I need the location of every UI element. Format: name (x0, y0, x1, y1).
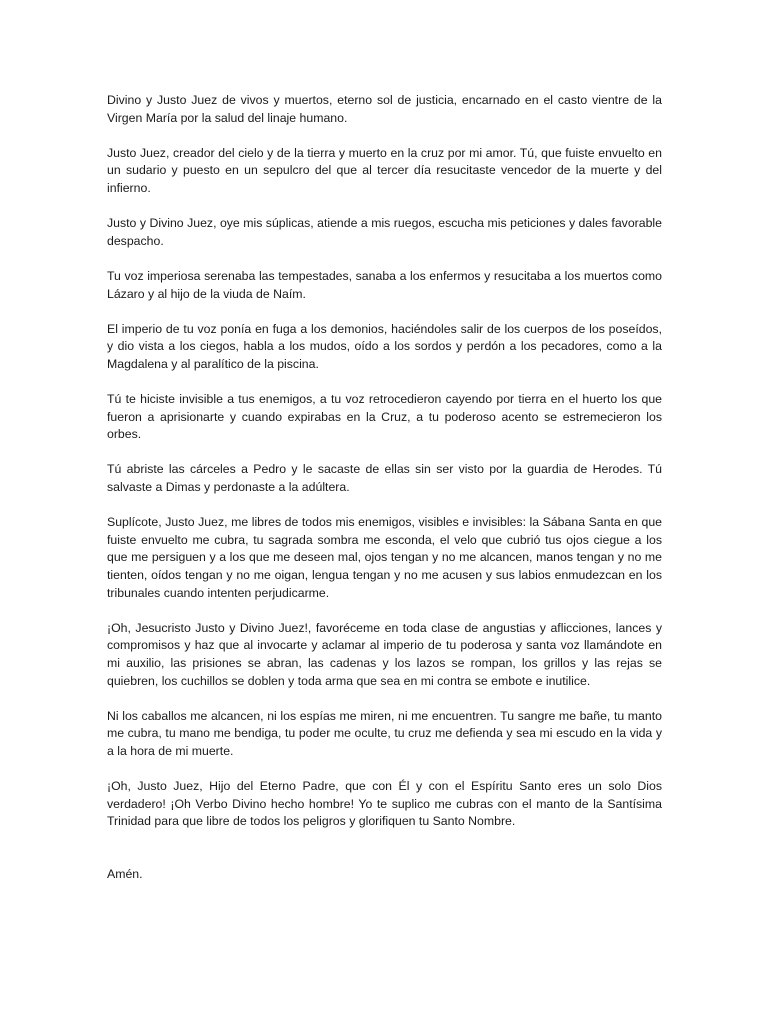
prayer-text (107, 92, 662, 901)
paragraph-1: Divino y Justo Juez de vivos y muertos, eterno sol de justicia, encarnado en el casto vientre de la Virgen María por la salud del linaje humano. (107, 93, 662, 125)
paragraph-10: Ni los caballos me alcancen, ni los espías me miren, ni me encuentren. Tu sangre me bañe, tu manto me cubra, tu mano me bendiga, tu poder me oculte, tu cruz me defienda y sea mi escudo en la vida y a la hora de mi muerte. (107, 708, 662, 758)
paragraph-8: Suplícote, Justo Juez, me libres de todos mis enemigos, visibles e invisibles: la Sábana Santa en que fuiste envuelto me cubra, tu sagrada sombra me esconda, el velo que cubrió tus ojos ciegue a los que me persiguen y a los que me deseen mal, ojos tengan y no me alcancen, manos tengan y no me tienten, oídos tengan y no me oigan, lengua tengan y no me acusen y sus labios enmudezcan en los tribunales cuando intenten perjudicarme. (107, 515, 662, 600)
paragraph-4: Tu voz imperiosa serenaba las tempestades, sanaba a los enfermos y resucitaba a los muertos como Lázaro y al hijo de la viuda de Naím. (107, 268, 662, 301)
paragraph-3: Justo y Divino Juez, oye mis súplicas, atiende a mis ruegos, escucha mis peticiones y dales favorable despacho. (107, 216, 662, 248)
paragraph-11: ¡Oh, Justo Juez, Hijo del Eterno Padre, que con Él y con el Espíritu Santo eres un solo Dios verdadero! ¡Oh Verbo Divino hecho hombre! Yo te suplico me cubras con el manto de la Santísima Trinidad para que libre de todos los peligros y glorifiquen tu Santo Nombre. (107, 779, 662, 829)
paragraph-5: El imperio de tu voz ponía en fuga a los demonios, haciéndoles salir de los cuerpos de los poseídos, y dio vista a los ciegos, habla a los mudos, oído a los sordos y perdón a los pecadores, como a la Magdalena y al paralítico de la piscina. (107, 321, 662, 371)
paragraph-9: ¡Oh, Jesucristo Justo y Divino Juez!, favoréceme en toda clase de angustias y aflicciones, lances y compromisos y haz que al invocarte y aclamar al imperio de tu poderosa y santa voz llamándote en mi auxilio, las prisiones se abran, las cadenas y los lazos se rompan, los grillos y las rejas se quiebren, los cuchillos se doblen y toda arma que sea en mi contra se embote e inutilice. (107, 620, 662, 688)
closing-amen: Amén. (107, 866, 143, 881)
paragraph-6: Tú te hiciste invisible a tus enemigos, a tu voz retrocedieron cayendo por tierra en el huerto los que fueron a aprisionarte y cuando expirabas en la Cruz, a tu poderoso acento se estremecieron los orbes. (107, 392, 662, 442)
paragraph-7: Tú abriste las cárceles a Pedro y le sacaste de ellas sin ser visto por la guardia de Herodes. Tú salvaste a Dimas y perdonaste a la adúltera. (107, 462, 662, 495)
paragraph-2: Justo Juez, creador del cielo y de la tierra y muerto en la cruz por mi amor. Tú, que fuiste envuelto en un sudario y puesto en un sepulcro del que al tercer día resucitaste vencedor de la muerte y del infierno. (107, 145, 662, 195)
